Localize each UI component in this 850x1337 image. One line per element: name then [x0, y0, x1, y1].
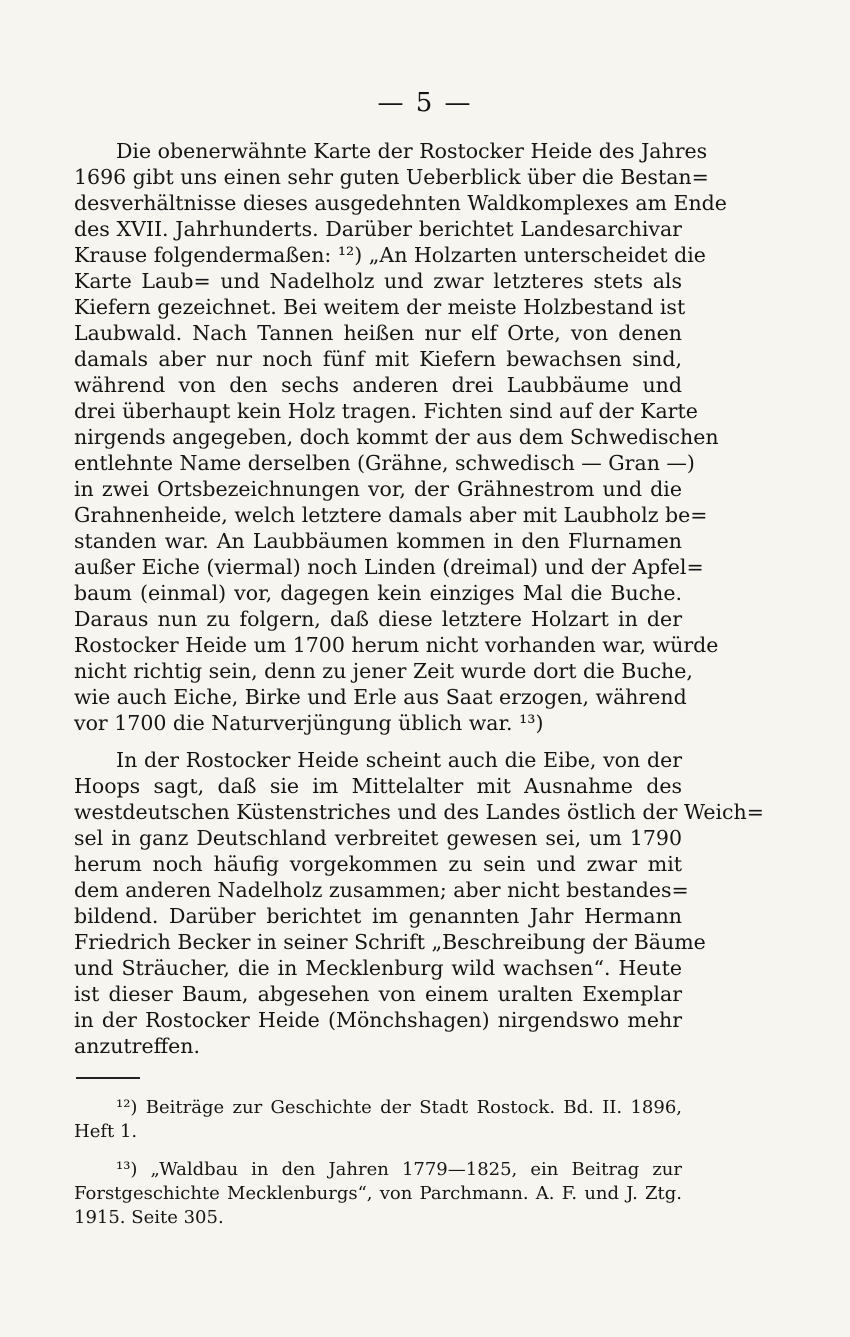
- footnote-12: [74, 1096, 682, 1144]
- text-line: und Sträucher, die in Mecklenburg wild wachsen“. Heute: [74, 956, 682, 980]
- text-line: bildend. Darüber berichtet im genannten Jahr Hermann: [74, 904, 682, 928]
- text-line: Rostocker Heide um 1700 herum nicht vorhanden war, würde: [74, 633, 719, 657]
- text-line: sel in ganz Deutschland verbreitet gewesen sei, um 1790: [74, 826, 682, 850]
- text-line: Grahnenheide, welch letztere damals aber mit Laubholz be=: [74, 503, 708, 527]
- paragraph-1: [74, 138, 727, 736]
- text-line: baum (einmal) vor, dagegen kein einziges Mal die Buche.: [74, 581, 682, 605]
- text-line: in zwei Ortsbezeichnungen vor, der Grähnestrom und die: [74, 477, 682, 501]
- footnote-13: [74, 1158, 682, 1230]
- text-line: drei überhaupt kein Holz tragen. Fichten sind auf der Karte: [74, 399, 698, 423]
- text-line: in der Rostocker Heide (Mönchshagen) nirgendswo mehr: [74, 1008, 682, 1032]
- text-line: In der Rostocker Heide scheint auch die Eibe, von der: [116, 748, 682, 772]
- text-line: vor 1700 die Naturverjüngung üblich war. ¹³): [74, 711, 544, 735]
- text-line: außer Eiche (viermal) noch Linden (dreimal) und der Apfel=: [74, 555, 704, 579]
- text-line: wie auch Eiche, Birke und Erle aus Saat erzogen, während: [74, 685, 687, 709]
- text-line: Krause folgendermaßen: ¹²) „An Holzarten unterscheidet die: [74, 243, 706, 267]
- paragraph-2: [74, 747, 764, 1059]
- text-line: Laubwald. Nach Tannen heißen nur elf Orte, von denen: [74, 321, 682, 345]
- text-line: dem anderen Nadelholz zusammen; aber nicht bestandes=: [74, 878, 689, 902]
- text-line: Hoops sagt, daß sie im Mittelalter mit Ausnahme des: [74, 774, 682, 798]
- text-line: desverhältnisse dieses ausgedehnten Waldkomplexes am Ende: [74, 191, 727, 215]
- text-line: Karte Laub= und Nadelholz und zwar letzteres stets als: [74, 269, 682, 293]
- footnote-line: Forstgeschichte Mecklenburgs“, von Parchmann. A. F. und J. Ztg.: [74, 1183, 682, 1204]
- text-line: Die obenerwähnte Karte der Rostocker Heide des Jahres: [116, 139, 708, 163]
- footnote-line: 1915. Seite 305.: [74, 1207, 224, 1228]
- text-line: nicht richtig sein, denn zu jener Zeit wurde dort die Buche,: [74, 659, 693, 683]
- text-line: nirgends angegeben, doch kommt der aus dem Schwedischen: [74, 425, 719, 449]
- footnote-line: ¹³) „Waldbau in den Jahren 1779—1825, ein Beitrag zur: [116, 1159, 682, 1180]
- page-number: — 5 —: [377, 88, 473, 118]
- text-line: während von den sechs anderen drei Laubbäume und: [74, 373, 682, 397]
- text-line: 1696 gibt uns einen sehr guten Ueberblick über die Bestan=: [74, 165, 709, 189]
- text-line: Kiefern gezeichnet. Bei weitem der meiste Holzbestand ist: [74, 295, 686, 319]
- footnote-line: Heft 1.: [74, 1121, 138, 1142]
- text-line: damals aber nur noch fünf mit Kiefern bewachsen sind,: [74, 347, 682, 371]
- text-line: westdeutschen Küstenstriches und des Landes östlich der Weich=: [74, 800, 764, 824]
- text-line: entlehnte Name derselben (Grähne, schwedisch — Gran —): [74, 451, 695, 475]
- text-line: standen war. An Laubbäumen kommen in den Flurnamen: [74, 529, 682, 553]
- text-line: anzutreffen.: [74, 1034, 201, 1058]
- text-line: Daraus nun zu folgern, daß diese letztere Holzart in der: [74, 607, 682, 631]
- text-line: ist dieser Baum, abgesehen von einem uralten Exemplar: [74, 982, 682, 1006]
- text-line: des XVII. Jahrhunderts. Darüber berichtet Landesarchivar: [74, 217, 682, 241]
- text-line: herum noch häufig vorgekommen zu sein und zwar mit: [74, 852, 682, 876]
- footnote-line: ¹²) Beiträge zur Geschichte der Stadt Rostock. Bd. II. 1896,: [116, 1097, 682, 1118]
- footnote-divider: [76, 1077, 140, 1079]
- text-line: Friedrich Becker in seiner Schrift „Beschreibung der Bäume: [74, 930, 706, 954]
